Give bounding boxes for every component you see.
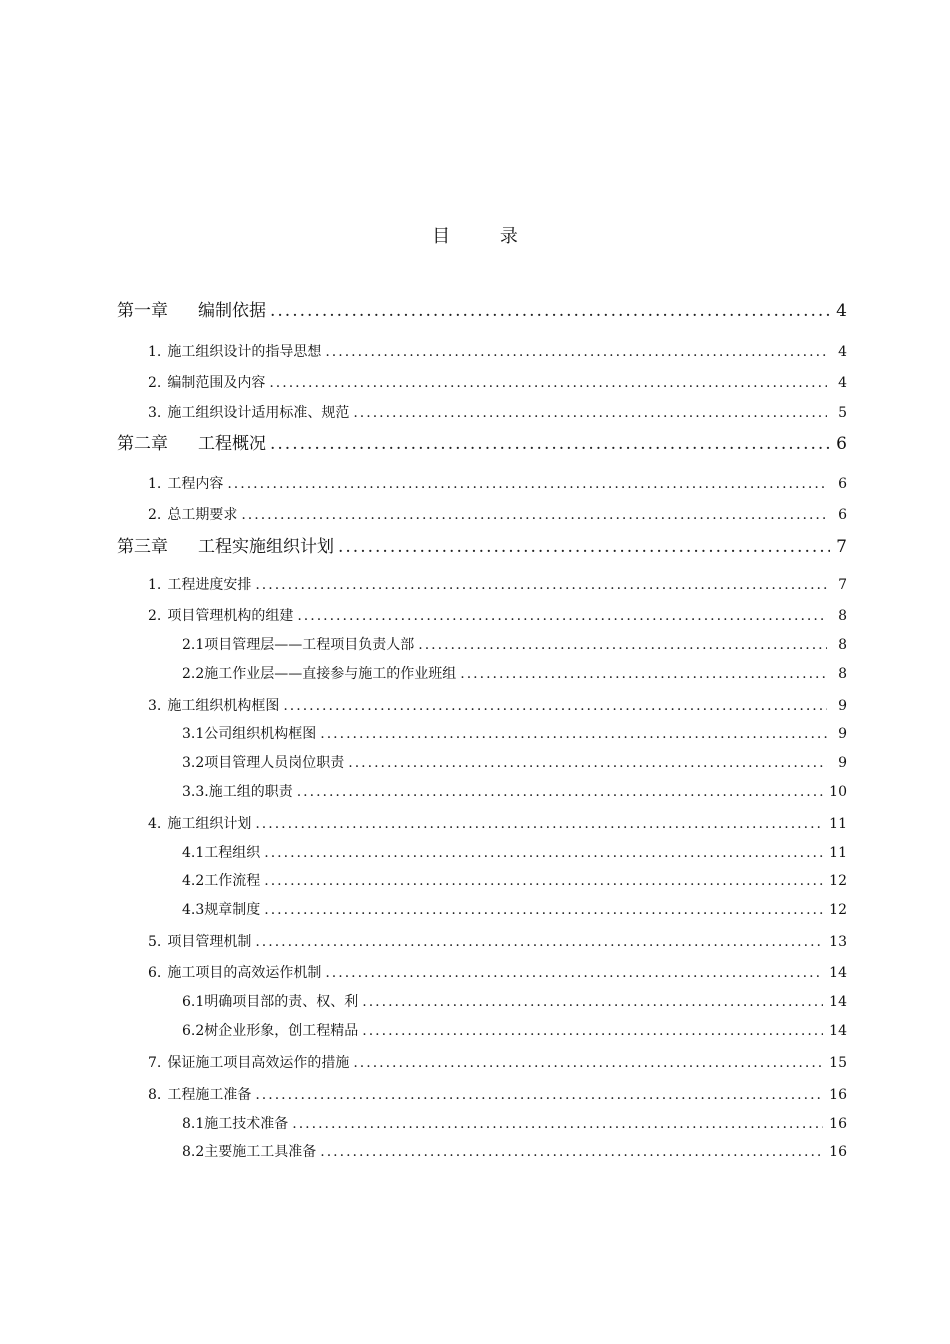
toc-entry-title: 主要施工工具准备 xyxy=(204,1144,317,1160)
toc-entry-title: 工程组织 xyxy=(204,845,261,861)
toc-entry-3-1[interactable] xyxy=(148,574,847,594)
toc-entry-number: 8. xyxy=(148,1087,162,1103)
toc-dot-leader xyxy=(255,1087,823,1103)
toc-entry-title: 施工技术准备 xyxy=(204,1116,289,1132)
toc-dot-leader xyxy=(241,507,827,523)
toc-entry-3-2-1[interactable] xyxy=(182,634,847,654)
toc-entry-3-4-1[interactable] xyxy=(182,842,847,862)
toc-entry-chapter-3[interactable] xyxy=(117,532,847,557)
toc-entry-number: 6.2 xyxy=(182,1023,205,1039)
toc-entry-3-4-2[interactable] xyxy=(182,870,847,890)
toc-dot-leader xyxy=(255,934,823,950)
toc-entry-title: 树企业形象，创工程精品 xyxy=(204,1023,359,1039)
toc-entry-number: 1. xyxy=(148,577,162,593)
toc-entry-title: 工程施工准备 xyxy=(167,1087,252,1103)
toc-page-number: 15 xyxy=(829,1055,847,1071)
toc-dot-leader xyxy=(348,755,827,771)
toc-page-number: 11 xyxy=(829,816,847,832)
toc-entry-2-2[interactable] xyxy=(148,504,847,524)
toc-entry-number: 4.1 xyxy=(182,845,205,861)
toc-dot-leader xyxy=(460,666,827,682)
toc-dot-leader xyxy=(353,1055,823,1071)
toc-entry-title: 工程进度安排 xyxy=(167,577,252,593)
toc-entry-3-3-2[interactable] xyxy=(182,752,847,772)
toc-page-number: 6 xyxy=(836,434,847,454)
toc-entry-1-2[interactable] xyxy=(148,372,847,392)
toc-entry-title: 编制依据 xyxy=(198,301,266,321)
toc-entry-title: 施工组织机构框图 xyxy=(167,698,280,714)
toc-entry-number: 第三章 xyxy=(117,537,168,557)
toc-entry-title: 施工组织设计适用标准、规范 xyxy=(167,405,350,421)
toc-entry-2-1[interactable] xyxy=(148,473,847,493)
toc-page-number: 16 xyxy=(829,1144,847,1160)
toc-page-number: 6 xyxy=(838,507,847,523)
page-title: 目 录 xyxy=(432,226,540,247)
toc-page-number: 4 xyxy=(838,344,847,360)
toc-dot-leader xyxy=(264,873,823,889)
toc-entry-3-4-3[interactable] xyxy=(182,899,847,919)
toc-entry-3-2[interactable] xyxy=(148,605,847,625)
toc-entry-number: 4.3 xyxy=(182,902,205,918)
toc-page-number: 16 xyxy=(829,1116,847,1132)
toc-entry-chapter-2[interactable] xyxy=(117,429,847,454)
toc-entry-number: 3.1 xyxy=(182,726,205,742)
toc-entry-title: 施工组织计划 xyxy=(167,816,252,832)
toc-entry-title: 项目管理机制 xyxy=(167,934,252,950)
toc-entry-number: 3.2 xyxy=(182,755,205,771)
toc-dot-leader xyxy=(255,816,823,832)
toc-dot-leader xyxy=(264,902,823,918)
toc-entry-3-3[interactable] xyxy=(148,695,847,715)
toc-entry-number: 3. xyxy=(148,698,162,714)
toc-page-number: 8 xyxy=(838,637,847,653)
toc-dot-leader xyxy=(362,1023,823,1039)
toc-entry-title: 施工组的职责 xyxy=(208,784,293,800)
toc-entry-number: 2. xyxy=(148,608,162,624)
toc-entry-3-4[interactable] xyxy=(148,813,847,833)
toc-entry-title: 工程实施组织计划 xyxy=(198,537,334,557)
toc-dot-leader xyxy=(353,405,827,421)
toc-entry-number: 1. xyxy=(148,344,162,360)
toc-entry-3-6-2[interactable] xyxy=(182,1020,847,1040)
toc-entry-3-2-2[interactable] xyxy=(182,663,847,683)
toc-dot-leader xyxy=(325,344,827,360)
toc-entry-number: 7. xyxy=(148,1055,162,1071)
toc-page-number: 12 xyxy=(829,873,847,889)
toc-page-number: 7 xyxy=(838,577,847,593)
toc-dot-leader xyxy=(283,698,827,714)
toc-page-number: 4 xyxy=(838,375,847,391)
toc-entry-3-7[interactable] xyxy=(148,1052,847,1072)
toc-entry-number: 1. xyxy=(148,476,162,492)
toc-entry-1-3[interactable] xyxy=(148,402,847,422)
toc-entry-number: 6.1 xyxy=(182,994,205,1010)
toc-entry-number: 2.2 xyxy=(182,666,205,682)
toc-page-number: 10 xyxy=(829,784,847,800)
toc-entry-title: 工程概况 xyxy=(198,434,266,454)
toc-page-number: 5 xyxy=(838,405,847,421)
toc-entry-title: 明确项目部的责、权、利 xyxy=(204,994,359,1010)
toc-page-number: 9 xyxy=(838,698,847,714)
toc-dot-leader xyxy=(325,965,823,981)
toc-page-number: 8 xyxy=(838,608,847,624)
toc-dot-leader xyxy=(297,784,823,800)
toc-entry-number: 8.1 xyxy=(182,1116,205,1132)
toc-entry-3-8-2[interactable] xyxy=(182,1141,847,1161)
toc-dot-leader xyxy=(269,375,827,391)
toc-entry-number: 8.2 xyxy=(182,1144,205,1160)
toc-entry-3-5[interactable] xyxy=(148,931,847,951)
toc-dot-leader xyxy=(227,476,827,492)
toc-entry-title: 项目管理机构的组建 xyxy=(167,608,294,624)
toc-entry-number: 5. xyxy=(148,934,162,950)
toc-page-number: 4 xyxy=(836,301,847,321)
toc-entry-title: 工作流程 xyxy=(204,873,261,889)
toc-entry-number: 4.2 xyxy=(182,873,205,889)
toc-page-number: 14 xyxy=(829,1023,847,1039)
toc-dot-leader xyxy=(292,1116,823,1132)
toc-entry-3-8[interactable] xyxy=(148,1084,847,1104)
toc-entry-title: 规章制度 xyxy=(204,902,261,918)
toc-entry-number: 2. xyxy=(148,507,162,523)
toc-page-number: 9 xyxy=(838,755,847,771)
toc-entry-title: 施工作业层——直接参与施工的作业班组 xyxy=(204,666,457,682)
toc-entry-title: 施工组织设计的指导思想 xyxy=(167,344,322,360)
toc-dot-leader xyxy=(255,577,827,593)
toc-dot-leader xyxy=(297,608,827,624)
toc-dot-leader xyxy=(264,845,823,861)
toc-entry-1-1[interactable] xyxy=(148,341,847,361)
toc-dot-leader xyxy=(338,537,830,557)
toc-page-number: 16 xyxy=(829,1087,847,1103)
toc-page-number: 13 xyxy=(829,934,847,950)
toc-entry-number: 3.3. xyxy=(182,784,209,800)
toc-dot-leader xyxy=(320,726,827,742)
toc-entry-title: 保证施工项目高效运作的措施 xyxy=(167,1055,350,1071)
toc-entry-title: 编制范围及内容 xyxy=(167,375,266,391)
toc-entry-3-3-3[interactable] xyxy=(182,781,847,801)
toc-dot-leader xyxy=(418,637,827,653)
toc-page-number: 11 xyxy=(829,845,847,861)
toc-page-number: 12 xyxy=(829,902,847,918)
toc-entry-title: 项目管理人员岗位职责 xyxy=(204,755,345,771)
toc-dot-leader xyxy=(320,1144,823,1160)
toc-entry-number: 2.1 xyxy=(182,637,205,653)
toc-entry-title: 施工项目的高效运作机制 xyxy=(167,965,322,981)
toc-page-number: 14 xyxy=(829,965,847,981)
toc-entry-3-6[interactable] xyxy=(148,962,847,982)
toc-entry-number: 2. xyxy=(148,375,162,391)
toc-page-number: 8 xyxy=(838,666,847,682)
toc-entry-number: 3. xyxy=(148,405,162,421)
toc-page-number: 9 xyxy=(838,726,847,742)
toc-entry-number: 第一章 xyxy=(117,301,168,321)
toc-entry-number: 4. xyxy=(148,816,162,832)
toc-entry-title: 公司组织机构框图 xyxy=(204,726,317,742)
toc-entry-number: 第二章 xyxy=(117,434,168,454)
toc-dot-leader xyxy=(270,434,830,454)
toc-entry-3-6-1[interactable] xyxy=(182,991,847,1011)
toc-dot-leader xyxy=(362,994,823,1010)
toc-entry-title: 总工期要求 xyxy=(167,507,238,523)
toc-entry-title: 项目管理层——工程项目负责人部 xyxy=(204,637,415,653)
toc-dot-leader xyxy=(270,301,830,321)
toc-page-number: 14 xyxy=(829,994,847,1010)
toc-entry-number: 6. xyxy=(148,965,162,981)
toc-entry-chapter-1[interactable] xyxy=(117,296,847,321)
toc-page-number: 6 xyxy=(838,476,847,492)
toc-entry-3-3-1[interactable] xyxy=(182,723,847,743)
toc-page-number: 7 xyxy=(836,537,847,557)
toc-entry-3-8-1[interactable] xyxy=(182,1113,847,1133)
toc-entry-title: 工程内容 xyxy=(167,476,224,492)
